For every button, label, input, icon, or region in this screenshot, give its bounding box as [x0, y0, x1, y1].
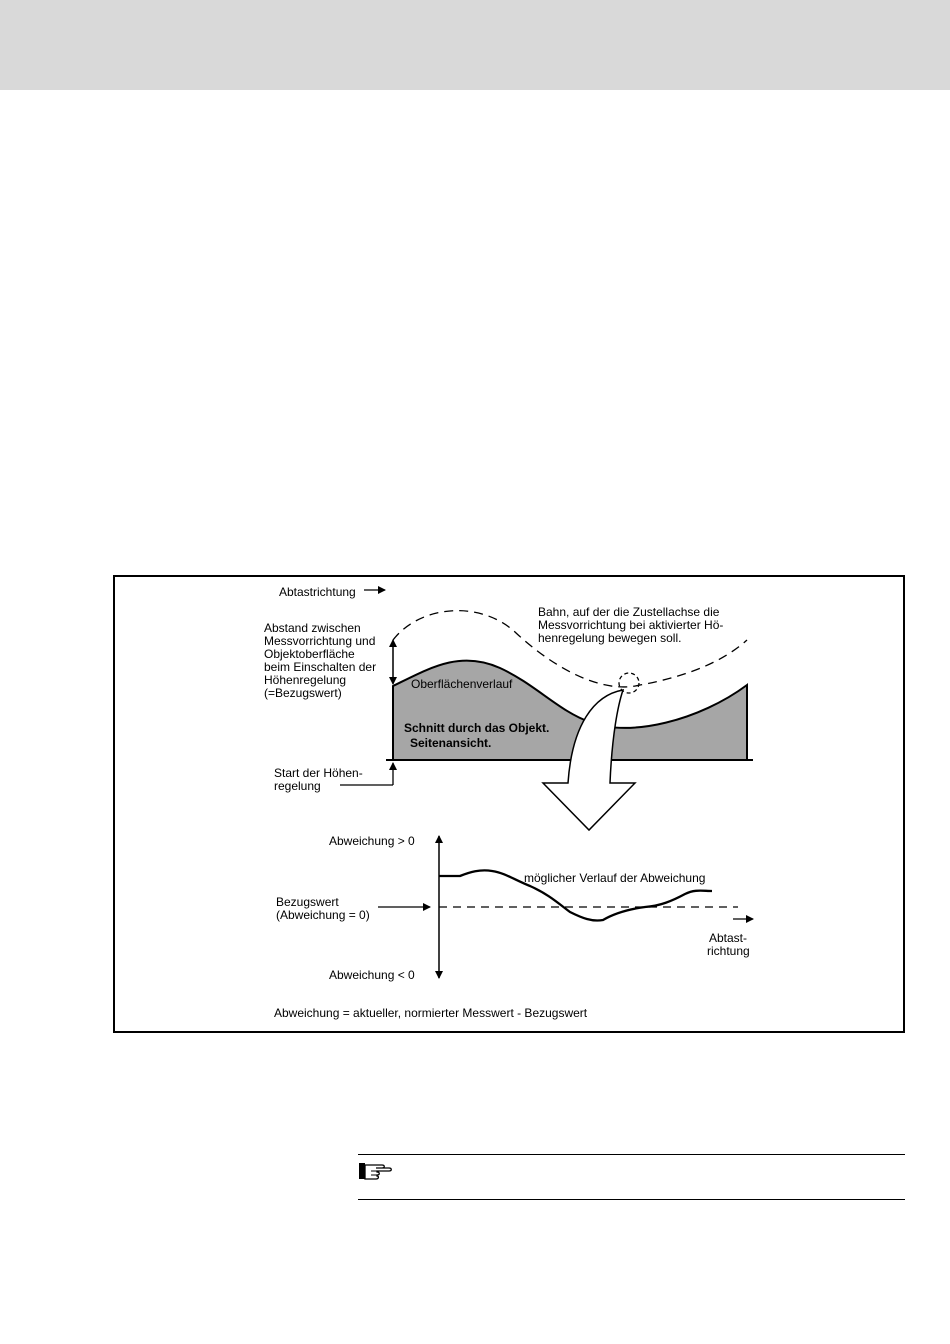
note-bottom-rule — [358, 1199, 905, 1200]
start-label-line2: regelung — [274, 779, 321, 793]
possible-course-label: möglicher Verlauf der Abweichung — [524, 871, 706, 885]
surface-profile-label: Oberflächenverlauf — [411, 677, 513, 691]
note-top-rule — [358, 1154, 905, 1155]
formula-label: Abweichung = aktueller, normierter Messwert - Bezugswert — [274, 1006, 588, 1020]
deviation-positive-label: Abweichung > 0 — [329, 834, 415, 848]
section-label-line2: Seitenansicht. — [410, 736, 492, 750]
section-label-line1: Schnitt durch das Objekt. — [404, 721, 550, 735]
scan-direction-bottom-label-line1: Abtast- — [709, 931, 748, 945]
distance-label-line3: Objektoberfläche — [264, 647, 355, 661]
distance-label-line6: (=Bezugswert) — [264, 686, 342, 700]
deviation-negative-label: Abweichung < 0 — [329, 968, 415, 982]
reference-label-line1: Bezugswert — [276, 895, 339, 909]
distance-label-line4: beim Einschalten der — [264, 660, 377, 674]
path-label-line1: Bahn, auf der die Zustellachse die — [538, 605, 720, 619]
distance-label-line2: Messvorrichtung und — [264, 634, 376, 648]
path-label-line2: Messvorrichtung bei aktivierter Hö- — [538, 618, 724, 632]
scan-direction-top-label: Abtastrichtung — [279, 585, 356, 599]
pointing-hand-icon — [358, 1160, 392, 1180]
scan-direction-bottom-label-line2: richtung — [707, 944, 750, 958]
path-label-line3: henregelung bewegen soll. — [538, 631, 682, 645]
distance-label-line5: Höhenregelung — [264, 673, 347, 687]
figure-frame — [114, 576, 904, 1032]
start-label-line1: Start der Höhen- — [274, 766, 363, 780]
distance-label-line1: Abstand zwischen — [264, 621, 361, 635]
reference-label-line2: (Abweichung = 0) — [276, 908, 370, 922]
